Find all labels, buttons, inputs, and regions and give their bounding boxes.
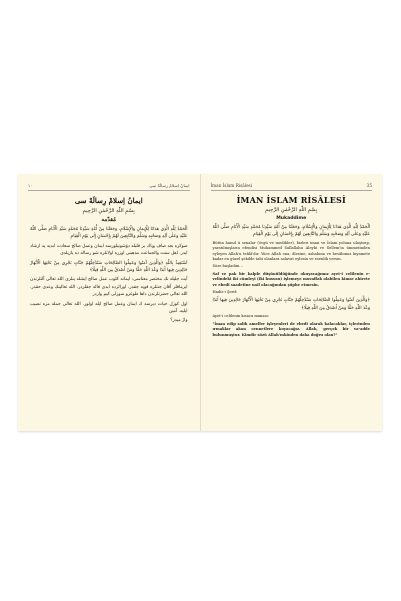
right-page-turkish [201, 174, 383, 431]
left-paragraph: آيت جليله نك مختصر معناسى: ايمانه كلوب عمل صالح ايشله ينلرى الله تعالى آلتلرندن ايرماقلر آقان جنتلره قويه جقدر. اورالرده ابدى قاله جقلردر. الله تعالينك وعدى حقدر. الله تعالى حضرتلرندن داها طوغرو سوزلى كيم واردر [30, 277, 188, 298]
left-page-number: ١٠ [28, 182, 33, 188]
right-paragraph: Saf ve pak bir kalple düşünüldüğünde okuyacağımız ayet-i celilenin e-velindeki iki cümleyi (iki hususu) işlemeye muvaffak olabilen kimse ahirete ve ebedî saadetine nail olacağından şüphe etmesin. [212, 271, 370, 287]
left-page-ottoman [18, 174, 201, 431]
right-page-number: 35 [366, 182, 372, 188]
right-running-title: İman İslam Risâlesi [210, 182, 253, 188]
right-section-heading: Mukaddime [276, 216, 307, 221]
left-paragraph: اَلْحَمْدُ لِلّٰهِ الَّذِي هَدَانَا لِلْإِيمَانِ وَالْإِسْلَامِ، وَجَعَلَنَا مِنْ أُمَّةِ سَيِّدِنَا مُحَمَّدٍ سَيِّدِ الْأَنَامِ صَلَّى اللّٰهُ عَلَيْهِ وَعَلٰى آلِهِ وَصَحْبِهِ وَسَلَّمَ وَالتَّابِعِينَ لَهُمْ بِإِحْسَانٍ إِلٰى يَوْمِ الْقِيَامِ [30, 227, 188, 240]
right-verse-meaning: "İman edip salih ameller işleyenleri de ebedî olarak kalacaklar, içlerinden ırmaklar akan cennetlere koyacağız. Allah, gerçek bir va-adde bulunmuştur. Kimdir sözü Allah'ınkinden daha doğru olan?" [212, 321, 370, 337]
left-paragraph: صوكره بعد صاف وپاك بر قلبله دۆشونيلورسه ايمان وعمل صالح سعادت ابديه يه ارشاد ايدر. اهل سنت والجماعت مذهبنى اوزره اولانلره شو رساله ده يازيلدى [30, 243, 188, 257]
left-page-title: ايمانُ اِسلامْ رِسالَهْ سى [74, 196, 143, 205]
left-basmala: بِسْمِ اللّٰهِ الرَّحْمٰنِ الرَّحِيمِ [82, 208, 135, 214]
right-basmala: بِسْمِ اللّٰهِ الرَّحْمٰنِ الرَّحِيمِ [265, 207, 318, 213]
left-paragraph: واژ ميدر؟ [170, 318, 188, 324]
left-paragraph: اول كوزل حيات ديرسه ك ايمان وعمل صالح ايله اولور. الله تعالى جمله مزه نصيب ايليه. آمين [30, 301, 188, 315]
book-spread [18, 174, 382, 431]
right-paragraph: Söze başladım... [212, 264, 243, 269]
left-paragraph: اَسْتَعِيذُ بِاللّٰهِ ﴿وَالَّذِينَ آمَنُوا وَعَمِلُوا الصَّالِحَاتِ سَنُدْخِلُهُمْ جَنَّاتٍ تَجْرِي مِنْ تَحْتِهَا الْأَنْهَارُ خَالِدِينَ فِيهَا أَبَدًا وَعْدَ اللّٰهِ حَقًّا وَمَنْ أَصْدَقُ مِنَ اللّٰهِ قِيلًا﴾ [30, 260, 188, 274]
right-paragraph: Ayet-i celilenin kısaca manası: [212, 314, 269, 319]
right-hamd-arabic: اَلْحَمْدُ لِلّٰهِ الَّذِي هَدَانَا لِلْإِيمَانِ وَالْإِسْلَامِ، وَجَعَلَنَا مِنْ أُمَّةِ سَيِّدِنَا مُحَمَّدٍ سَيِّدِ الْأَنَامِ صَلَّى اللّٰهُ عَلَيْهِ وَعَلٰى آلِهِ وَصَحْبِهِ وَسَلَّمَ وَالتَّابِعِينَ لَهُمْ بِإِحْسَانٍ إِلٰى يَوْمِ الْقِيَامِ [212, 225, 370, 238]
left-section-heading: مُقدّمه [101, 217, 117, 223]
right-running-header [211, 181, 373, 191]
left-page-content [30, 194, 188, 423]
right-paragraph: Hadis-i Şerif: [212, 290, 238, 295]
left-running-header [28, 181, 190, 191]
right-page-content [213, 194, 371, 423]
right-paragraph: Bütün hamd ü senalar (övgü ve medihler), bizleri iman ve İslam yoluna ulaştırıp, yaratılmışların efendisi Muhammed Sallallahu Aleyhi ve Sellem'in ümmetinden eyleyen Allah'u teâlâ'dır. Yüce Allah ona, âlesine, ashabına ve hesâbımız kıyamete kadar en güzel şekilde tabi olanlara salavat eylesin ve esenlik versin. [212, 240, 370, 262]
left-running-title: ايمانُ اِسلامُ رِسالَهْ سِى [149, 182, 190, 188]
right-page-title: İMAN İSLAM RİSÂLESİ [236, 195, 346, 205]
right-verse-arabic: ﴿وَالَّذِينَ آمَنُوا وَعَمِلُوا الصَّالِحَاتِ سَنُدْخِلُهُمْ جَنَّاتٍ تَجْرِي مِنْ تَحْتِهَا الْأَنْهَارُ خَالِدِينَ فِيهَا أَبَدًا وَعْدَ اللّٰهِ حَقًّا وَمَنْ أَصْدَقُ مِنَ اللّٰهِ قِيلًا﴾ [212, 298, 370, 311]
